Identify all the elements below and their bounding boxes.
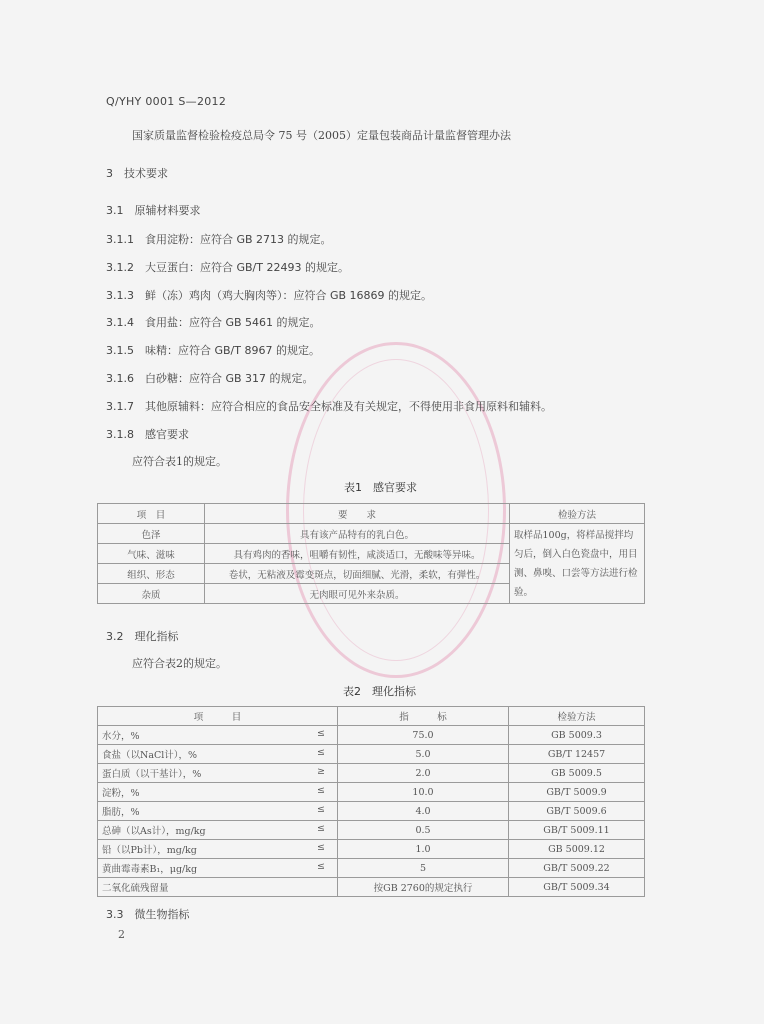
- section-3-2-heading: 3.2 理化指标: [106, 630, 179, 643]
- table-row: [98, 783, 645, 802]
- table-cell-method: GB/T 5009.9: [509, 783, 645, 802]
- table-cell-operator: ≤: [317, 804, 325, 815]
- table-header: 检验方法: [510, 504, 645, 524]
- table-row: [98, 524, 645, 544]
- table-cell-value: 5.0: [338, 745, 509, 764]
- table-cell-value: 2.0: [338, 764, 509, 783]
- table1-caption: 表1 感官要求: [344, 481, 417, 494]
- table-header: 项 目: [98, 707, 338, 726]
- table-cell-operator: ≤: [317, 728, 325, 739]
- table-cell-method: GB/T 5009.6: [509, 802, 645, 821]
- table-cell-method: GB 5009.3: [509, 726, 645, 745]
- table-cell-value: 75.0: [338, 726, 509, 745]
- table-row: [98, 878, 645, 897]
- table-cell-operator: ≤: [317, 823, 325, 834]
- table-row: [98, 726, 645, 745]
- table-cell-requirement: 无肉眼可见外来杂质。: [205, 584, 510, 604]
- table-cell-item: 杂质: [98, 584, 205, 604]
- table-row: [98, 764, 645, 783]
- table-cell-requirement: 具有该产品特有的乳白色。: [205, 524, 510, 544]
- section-3-1-8-text: 应符合表1的规定。: [132, 455, 227, 468]
- table-row: [98, 859, 645, 878]
- table2-caption: 表2 理化指标: [343, 685, 416, 698]
- section-3-1-6: 3.1.6 白砂糖：应符合 GB 317 的规定。: [106, 372, 314, 385]
- standard-code: Q/YHY 0001 S—2012: [106, 95, 227, 108]
- table-row: [98, 821, 645, 840]
- table-cell-item: 黄曲霉毒素B₁，μg/kg: [102, 864, 198, 875]
- table-cell-method: GB/T 5009.22: [509, 859, 645, 878]
- table-cell-method: 取样品100g，将样品搅拌均匀后，倒入白色瓷盘中，用目测、鼻嗅、口尝等方法进行检验。: [510, 524, 645, 604]
- table-cell-value: 5: [338, 859, 509, 878]
- section-3-1-heading: 3.1 原辅材料要求: [106, 204, 201, 217]
- table-row: [98, 840, 645, 859]
- table-row: [98, 802, 645, 821]
- table-cell-method: GB 5009.5: [509, 764, 645, 783]
- table-header-row: [98, 504, 645, 524]
- table-cell-method: GB/T 5009.34: [509, 878, 645, 897]
- table-cell-item: 脂肪，%: [102, 807, 140, 818]
- table-cell-value: 按GB 2760的规定执行: [338, 878, 509, 897]
- table-cell-item: 食盐（以NaCl计），%: [102, 750, 198, 761]
- reference-line: 国家质量监督检验检疫总局令 75 号（2005）定量包装商品计量监督管理办法: [132, 129, 511, 142]
- sensory-requirements-table: [97, 503, 645, 604]
- section-3-heading: 3 技术要求: [106, 167, 168, 180]
- table-cell-operator: ≤: [317, 861, 325, 872]
- section-3-1-1: 3.1.1 食用淀粉：应符合 GB 2713 的规定。: [106, 233, 332, 246]
- section-3-1-4: 3.1.4 食用盐：应符合 GB 5461 的规定。: [106, 316, 321, 329]
- section-3-1-2: 3.1.2 大豆蛋白：应符合 GB/T 22493 的规定。: [106, 261, 349, 274]
- section-3-1-8: 3.1.8 感官要求: [106, 428, 189, 441]
- table-cell-operator: ≤: [317, 747, 325, 758]
- table-cell-item: 二氧化硫残留量: [102, 883, 169, 894]
- page-number: 2: [118, 928, 125, 941]
- table-cell-operator: ≤: [317, 785, 325, 796]
- table-header: 要 求: [205, 504, 510, 524]
- table-header-row: [98, 707, 645, 726]
- table-cell-item: 蛋白质（以干基计），%: [102, 769, 202, 780]
- table-header: 指 标: [338, 707, 509, 726]
- table-cell-item: 色泽: [98, 524, 205, 544]
- table-cell-item: 气味、滋味: [98, 544, 205, 564]
- table-cell-value: 10.0: [338, 783, 509, 802]
- table-row: [98, 745, 645, 764]
- table-cell-value: 0.5: [338, 821, 509, 840]
- section-3-1-7: 3.1.7 其他原辅料：应符合相应的食品安全标准及有关规定，不得使用非食用原料和辅料。: [106, 400, 552, 413]
- table-cell-method: GB/T 5009.11: [509, 821, 645, 840]
- table-cell-item: 水分，%: [102, 731, 140, 742]
- table-header: 检验方法: [509, 707, 645, 726]
- section-3-3-heading: 3.3 微生物指标: [106, 908, 190, 921]
- table-cell-item: 淀粉，%: [102, 788, 140, 799]
- table-cell-value: 4.0: [338, 802, 509, 821]
- table-cell-operator: ≤: [317, 842, 325, 853]
- section-3-1-3: 3.1.3 鲜（冻）鸡肉（鸡大胸肉等）：应符合 GB 16869 的规定。: [106, 289, 433, 302]
- table-header: 项 目: [98, 504, 205, 524]
- table-cell-item: 组织、形态: [98, 564, 205, 584]
- table-cell-method: GB/T 12457: [509, 745, 645, 764]
- table-cell-requirement: 卷状，无粘液及霉变斑点，切面细腻、光滑，柔软，有弹性。: [205, 564, 510, 584]
- table-cell-requirement: 具有鸡肉的香味，咀嚼有韧性，咸淡适口，无酸味等异味。: [205, 544, 510, 564]
- table-cell-item: 总砷（以As计），mg/kg: [102, 826, 206, 837]
- section-3-2-text: 应符合表2的规定。: [132, 657, 227, 670]
- section-3-1-5: 3.1.5 味精：应符合 GB/T 8967 的规定。: [106, 344, 320, 357]
- table-cell-item: 铅（以Pb计），mg/kg: [102, 845, 197, 856]
- table-cell-operator: ≥: [317, 766, 325, 777]
- physicochemical-indicators-table: [97, 706, 645, 897]
- table-cell-method: GB 5009.12: [509, 840, 645, 859]
- table-cell-value: 1.0: [338, 840, 509, 859]
